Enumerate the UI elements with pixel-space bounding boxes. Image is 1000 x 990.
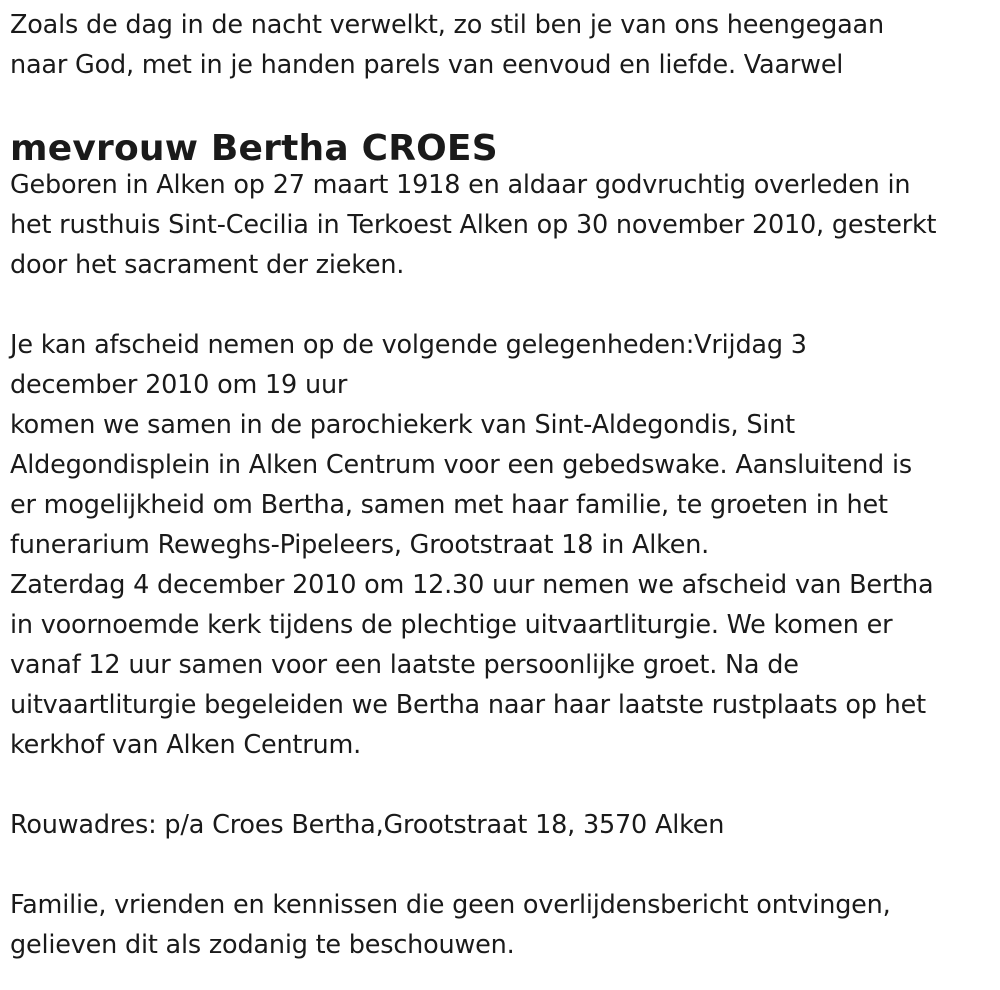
farewell-line: funerarium Reweghs-Pipeleers, Grootstraat 18 in Alken.	[10, 530, 710, 560]
farewell-line: Aldegondisplein in Alken Centrum voor een gebedswake. Aansluitend is	[10, 450, 912, 480]
spacer	[10, 845, 995, 885]
obituary-notice	[10, 5, 995, 965]
farewell-details	[10, 325, 995, 765]
mourning-address: Rouwadres: p/a Croes Bertha,Grootstraat 18, 3570 Alken	[10, 810, 725, 840]
farewell-line: er mogelijkheid om Bertha, samen met haar familie, te groeten in het	[10, 490, 888, 520]
birth-line: Geboren in Alken op 27 maart 1918 en aldaar godvruchtig overleden in	[10, 170, 911, 200]
farewell-line: vanaf 12 uur samen voor een laatste persoonlijke groet. Na de	[10, 650, 799, 680]
birth-line: het rusthuis Sint-Cecilia in Terkoest Alken op 30 november 2010, gesterkt	[10, 210, 937, 240]
spacer	[10, 765, 995, 805]
closing-note	[10, 885, 995, 965]
intro-line: naar God, met in je handen parels van eenvoud en liefde. Vaarwel	[10, 50, 844, 80]
deceased-name: mevrouw Bertha CROES	[10, 128, 498, 169]
closing-line: Familie, vrienden en kennissen die geen overlijdensbericht ontvingen,	[10, 890, 891, 920]
spacer	[10, 285, 995, 325]
farewell-line: in voornoemde kerk tijdens de plechtige uitvaartliturgie. We komen er	[10, 610, 893, 640]
birth-line: door het sacrament der zieken.	[10, 250, 405, 280]
birth-death-details	[10, 165, 995, 285]
closing-line: gelieven dit als zodanig te beschouwen.	[10, 930, 515, 960]
intro-line: Zoals de dag in de nacht verwelkt, zo stil ben je van ons heengegaan	[10, 10, 884, 40]
intro-poem	[10, 5, 995, 85]
farewell-line: uitvaartliturgie begeleiden we Bertha naar haar laatste rustplaats op het	[10, 690, 926, 720]
farewell-line: Je kan afscheid nemen op de volgende gelegenheden:Vrijdag 3	[10, 330, 807, 360]
farewell-line: komen we samen in de parochiekerk van Sint-Aldegondis, Sint	[10, 410, 795, 440]
farewell-line: Zaterdag 4 december 2010 om 12.30 uur nemen we afscheid van Bertha	[10, 570, 934, 600]
farewell-line: december 2010 om 19 uur	[10, 370, 348, 400]
farewell-line: kerkhof van Alken Centrum.	[10, 730, 362, 760]
